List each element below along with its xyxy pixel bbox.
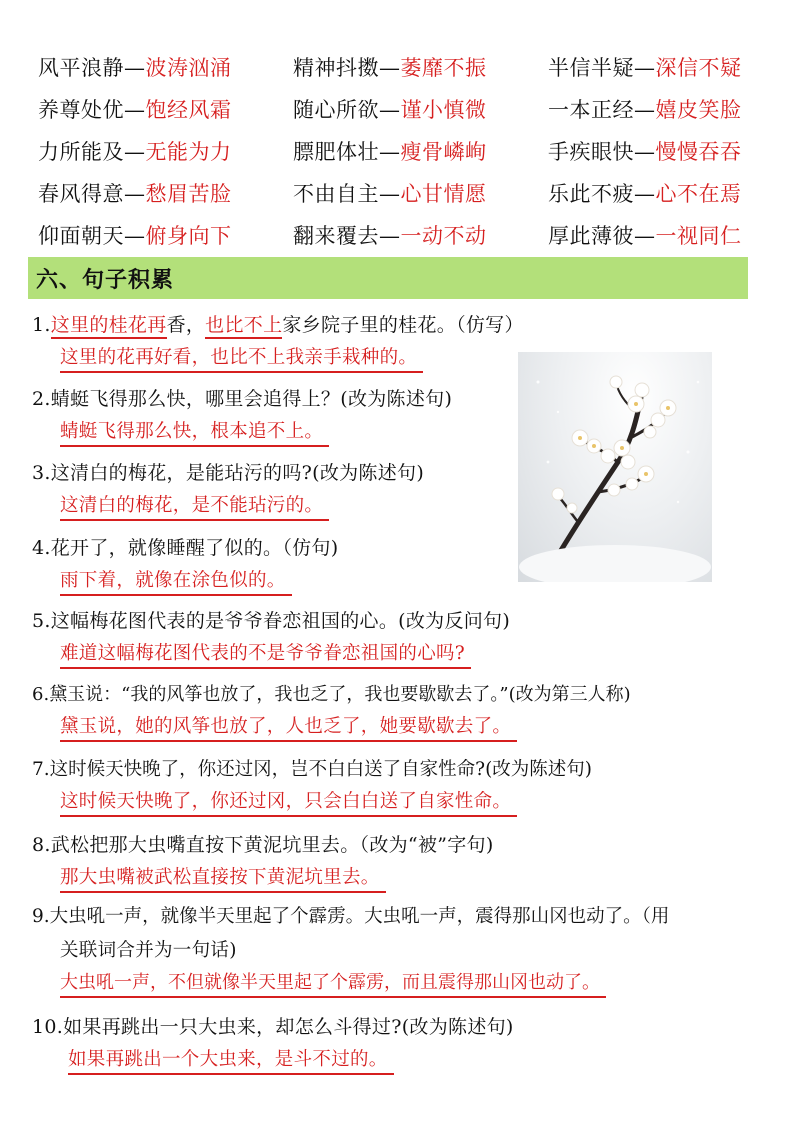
answer-line: 这清白的梅花，是不能玷污的。 [60,491,329,521]
pair-item [548,220,742,250]
question-4 [32,533,338,596]
pair-word: 力所能及 [38,140,124,164]
question-text [32,680,631,706]
question-7 [32,755,592,817]
answer-line: 这里的花再好看，也比不上我亲手栽种的。 [60,343,423,373]
plum-blossom-image [518,352,712,582]
plum-branch-icon [518,352,712,582]
answer-line: 这时候天快晚了，你还过冈，只会白白送了自家性命。 [60,787,517,817]
pair-dash: — [379,224,401,248]
pair-antonym: 无能为力 [145,140,232,164]
pair-dash: — [634,182,656,206]
question-number: 2. [32,388,51,410]
question-body: 这清白的梅花，是能玷污的吗?(改为陈述句) [50,462,425,484]
question-number: 7. [32,759,50,780]
pair-dash: — [124,56,146,80]
question-9 [32,902,669,998]
question-body: 花开了，就像睡醒了似的。（仿句) [50,537,339,559]
answer-line: 蜻蜓飞得那么快，根本追不上。 [60,417,329,447]
pair-dash: — [124,182,146,206]
pair-antonym: 嬉皮笑脸 [655,98,742,122]
section-header [28,257,748,299]
question-body: 黛玉说：“我的风筝也放了，我也乏了，我也要歇歇去了。”(改为第三人称) [49,684,631,705]
question-10 [32,1012,514,1075]
pair-dash: — [124,140,146,164]
question-body: 这幅梅花图代表的是爷爷眷恋祖国的心。(改为反问句) [50,610,511,632]
pair-antonym: 谨小慎微 [400,98,487,122]
question-segment: 也比不上 [205,314,282,339]
pair-dash: — [634,224,656,248]
pair-item [38,220,232,250]
pair-antonym: 萎靡不振 [400,56,487,80]
pair-dash: — [379,56,401,80]
pair-item [548,178,742,208]
question-6 [32,680,631,742]
pair-word: 乐此不疲 [548,182,634,206]
question-body: 如果再跳出一只大虫来，却怎么斗得过?(改为陈述句) [63,1016,514,1038]
answer-line: 黛玉说，她的风筝也放了，人也乏了，她要歇歇去了。 [60,712,517,742]
pair-item [548,136,742,166]
pair-row [38,52,768,94]
pair-row [38,220,768,262]
question-text [32,606,510,633]
question-body: 大虫吼一声，就像半天里起了个霹雳。大虫吼一声，震得那山冈也动了。（用 [49,906,670,927]
pair-dash: — [379,182,401,206]
pair-word: 养尊处优 [38,98,124,122]
pair-row [38,94,768,136]
antonym-pairs [38,52,768,262]
pair-antonym: 俯身向下 [145,224,232,248]
question-segment: 香， [166,314,206,336]
pair-word: 春风得意 [38,182,124,206]
question-text [32,902,669,928]
pair-item [38,94,232,124]
question-text [32,755,592,781]
question-number: 5. [32,610,51,632]
question-text [32,310,524,337]
question-text [32,384,452,411]
pair-row [38,178,768,220]
question-text [32,830,494,857]
pair-antonym: 一视同仁 [655,224,742,248]
question-number: 3. [32,462,51,484]
question-segment: 再 [147,314,166,339]
question-body: 武松把那大虫嘴直按下黄泥坑里去。（改为“被”字句) [50,834,494,856]
answer-line: 如果再跳出一个大虫来，是斗不过的。 [68,1045,394,1075]
pair-antonym: 愁眉苦脸 [145,182,232,206]
pair-item [548,94,742,124]
question-number: 6. [32,684,50,705]
pair-word: 手疾眼快 [548,140,634,164]
question-body: 蜻蜓飞得那么快，哪里会追得上？(改为陈述句) [50,388,453,410]
pair-item [293,220,487,250]
pair-item [38,52,232,82]
question-text [32,533,338,560]
pair-word: 翻来覆去 [293,224,379,248]
answer-line: 大虫吼一声，不但就像半天里起了个霹雳，而且震得那山冈也动了。 [60,968,606,998]
question-3 [32,458,424,521]
question-body: 这时候天快晚了，你还过冈，岂不白白送了自家性命?(改为陈述句) [49,759,593,780]
pair-antonym: 心不在焉 [655,182,742,206]
pair-antonym: 波涛汹涌 [145,56,232,80]
question-5 [32,606,510,669]
pair-dash: — [634,56,656,80]
question-text [32,1012,514,1039]
question-number: 8. [32,834,51,856]
question-segment: 这里的桂花 [51,314,148,339]
question-number: 9. [32,906,50,927]
pair-row [38,136,768,178]
pair-word: 随心所欲 [293,98,379,122]
pair-dash: — [379,98,401,122]
pair-dash: — [634,98,656,122]
question-segment: 家乡院子里的桂花。（仿写） [282,314,524,336]
pair-antonym: 慢慢吞吞 [655,140,742,164]
question-8 [32,830,494,893]
question-number: 4. [32,537,51,559]
pair-antonym: 瘦骨嶙峋 [400,140,487,164]
pair-word: 半信半疑 [548,56,634,80]
pair-word: 膘肥体壮 [293,140,379,164]
pair-dash: — [124,98,146,122]
pair-word: 仰面朝天 [38,224,124,248]
question-number: 1. [32,314,51,336]
question-number: 10. [32,1016,64,1038]
pair-word: 风平浪静 [38,56,124,80]
question-text [32,458,424,485]
pair-item [293,52,487,82]
pair-item [38,136,232,166]
pair-item [293,136,487,166]
question-text-continued: 关联词合并为一句话) [60,940,237,961]
pair-antonym: 深信不疑 [655,56,742,80]
pair-antonym: 一动不动 [400,224,487,248]
pair-antonym: 饱经风霜 [145,98,232,122]
pair-item [548,52,742,82]
pair-dash: — [379,140,401,164]
question-1 [32,310,524,373]
pair-item [293,94,487,124]
answer-line: 那大虫嘴被武松直接按下黄泥坑里去。 [60,863,386,893]
pair-dash: — [124,224,146,248]
pair-item [293,178,487,208]
pair-dash: — [634,140,656,164]
answer-line: 雨下着，就像在涂色似的。 [60,566,292,596]
pair-word: 一本正经 [548,98,634,122]
answer-line: 难道这幅梅花图代表的不是爷爷眷恋祖国的心吗? [60,639,471,669]
pair-item [38,178,232,208]
pair-word: 厚此薄彼 [548,224,634,248]
question-2 [32,384,452,447]
pair-antonym: 心甘情愿 [400,182,487,206]
pair-word: 不由自主 [293,182,379,206]
pair-word: 精神抖擞 [293,56,379,80]
section-title: 六、句子积累 [36,266,175,293]
